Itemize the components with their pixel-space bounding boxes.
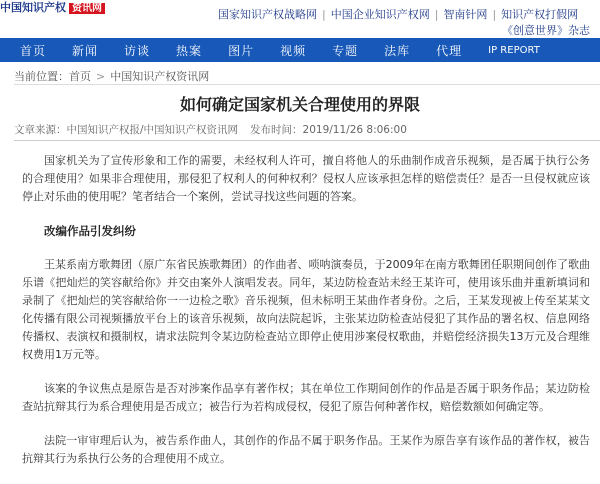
time-label: 发布时间： (250, 124, 303, 136)
nav-hot-cases[interactable]: 热案 (176, 43, 203, 58)
breadcrumb-separator: > (96, 70, 106, 83)
partner-links: 国家知识产权战略网 | 中国企业知识产权网 | 智南针网 | 知识产权打假网 《创意世界》杂志 (218, 8, 590, 37)
breadcrumb-prefix: 当前位置： (14, 70, 69, 83)
source-value: 中国知识产权报/中国知识产权资讯网 (66, 124, 239, 136)
time-value: 2019/11/26 8:06:00 (302, 124, 407, 136)
main-nav (0, 38, 600, 62)
site-logo[interactable] (0, 0, 150, 14)
link-magazine[interactable]: 《创意世界》杂志 (502, 24, 590, 37)
nav-law-library[interactable]: 法库 (384, 43, 411, 58)
paragraph: 该案的争议焦点是原告是否对涉案作品享有著作权；其在单位工作期间创作的作品是否属于职务作品；某边防检查站抗辩其行为系合理使用是否成立；被告行为若构成侵权，侵犯了原告何种著作权，赔偿数额如何确定等。 (22, 382, 590, 413)
nav-news[interactable]: 新闻 (72, 43, 99, 58)
divider (14, 140, 600, 141)
breadcrumb (14, 68, 209, 84)
link-anti-fake[interactable]: 知识产权打假网 (501, 8, 579, 21)
breadcrumb-home[interactable]: 首页 (69, 70, 91, 83)
breadcrumb-section[interactable]: 中国知识产权资讯网 (110, 70, 210, 83)
nav-topics[interactable]: 专题 (332, 43, 359, 58)
link-zhinanzhen[interactable]: 智南针网 (443, 8, 488, 21)
logo-text: 中国知识产权 (0, 1, 66, 14)
paragraph: 法院一审审理后认为，被告系作曲人，其创作的作品不属于职务作品。王某作为原告享有该作品的著作权，被告抗辩其行为系执行公务的合理使用不成立。 (22, 434, 590, 465)
nav-agency[interactable]: 代理 (436, 43, 463, 58)
nav-videos[interactable]: 视频 (280, 43, 307, 58)
divider (14, 84, 600, 85)
article-meta (14, 122, 407, 137)
link-enterprise[interactable]: 中国企业知识产权网 (330, 8, 430, 21)
paragraph: 国家机关为了宣传形象和工作的需要，未经权利人许可，擅自将他人的乐曲制作成音乐视频，是否属于执行公务的合理使用？如果非合理使用，那侵犯了权利人的何种权利？侵权人应该承担怎样的赔偿责任？是否一旦侵权就应该停止对乐曲的使用呢？笔者结合一个案例，尝试寻找这些问题的答案。 (22, 154, 590, 203)
nav-pictures[interactable]: 图片 (228, 43, 255, 58)
nav-home[interactable]: 首页 (20, 43, 47, 58)
nav-interviews[interactable]: 访谈 (124, 43, 151, 58)
top-bar (0, 0, 600, 36)
source-label: 文章来源： (14, 124, 67, 136)
paragraph: 王某系南方歌舞团（原广东省民族歌舞团）的作曲者、唢呐演奏员，于2009年在南方歌舞团任职期间创作了歌曲乐谱《把灿烂的笑容献给你》并交由案外人演唱发表。同年，某边防检查站未经王某许可，使用该乐曲并重新填词和录制了《把灿烂的笑容献给你一一边检之歌》音乐视频，但未标明王某曲作者身份。之后，王某发现被上传至某某文化传播有限公司视频播放平台上的该音乐视频，故向法院起诉，主张某边防检查站侵犯了其作品的署名权、信息网络传播权、表演权和摄制权，请求法院判令某边防检查站立即停止使用涉案侵权歌曲，并赔偿经济损失13万元及合理维权费用1万元等。 (22, 258, 590, 361)
article-body (22, 152, 590, 484)
article-title: 如何确定国家机关合理使用的界限 (179, 95, 420, 114)
section-heading: 改编作品引发纠纷 (44, 224, 136, 238)
link-strategy[interactable]: 国家知识产权战略网 (218, 8, 317, 21)
logo-badge: 资讯网 (69, 3, 105, 14)
nav-ip-report[interactable]: IP REPORT (488, 44, 540, 56)
